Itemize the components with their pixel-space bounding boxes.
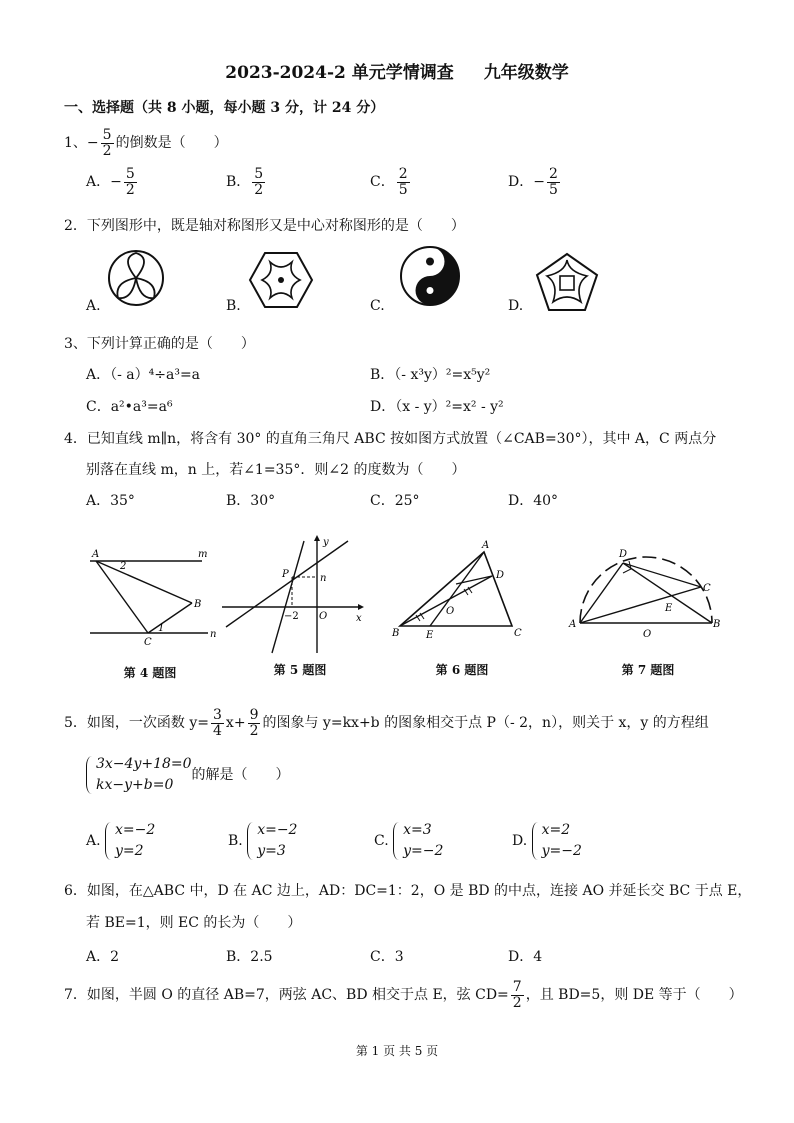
question-4-line-1: 4．已知直线 m∥n，将含有 30° 的直角三角尺 ABC 按如图方式放置（∠CAB=30°），其中 A，C 两点分 — [64, 431, 717, 447]
figure-6-caption: 第 6 题图 — [435, 663, 489, 677]
fig5-label-n: n — [320, 573, 327, 584]
fig5-label-x: x — [356, 613, 362, 624]
frac-den: 2 — [125, 181, 135, 198]
opt-eq-1: x=2 — [541, 822, 571, 838]
title-right: 九年级数学 — [483, 63, 569, 83]
question-4-line-2: 别落在直线 m，n 上，若∠1=35°．则∠2 的度数为（ ） — [86, 462, 466, 478]
fig5-label-p: P — [282, 569, 289, 580]
q1-frac-num: 5 — [102, 127, 112, 143]
opt-eq-1: x=3 — [403, 822, 432, 838]
q4-option-c[interactable]: C．25° — [370, 493, 420, 509]
question-5 — [64, 708, 709, 738]
figure-4-caption: 第 4 题图 — [123, 666, 177, 680]
q5-system — [86, 754, 290, 796]
fig6-label-c: C — [514, 628, 522, 639]
section-heading: 一、选择题（共 8 小题，每小题 3 分，计 24 分） — [64, 100, 385, 116]
q5-option-d[interactable] — [512, 820, 582, 862]
equation-system — [86, 754, 192, 796]
frac-den: 2 — [512, 994, 522, 1011]
page-title — [0, 58, 794, 83]
frac-den: 5 — [548, 181, 558, 198]
q5-frac-2 — [248, 708, 261, 738]
opt-fraction — [252, 167, 265, 197]
opt-eq-2: y=3 — [257, 843, 286, 859]
q2-figure-a — [106, 248, 166, 308]
frac-num: 2 — [398, 166, 408, 182]
question-1 — [64, 128, 228, 158]
q2-figure-c-yinyang — [398, 244, 462, 308]
q5-option-c[interactable] — [374, 820, 443, 862]
q6-option-b[interactable]: B．2.5 — [226, 949, 273, 965]
q5-pre: 5．如图，一次函数 y= — [64, 715, 209, 732]
fig5-label-y: y — [323, 537, 329, 548]
opt-sign: − — [110, 174, 122, 191]
opt-label: B． — [226, 174, 251, 191]
opt-fraction — [124, 167, 137, 197]
opt-system — [247, 820, 297, 862]
fig4-label-n: n — [210, 629, 217, 640]
opt-label: A． — [86, 174, 111, 191]
opt-eq-2: y=−2 — [403, 843, 444, 859]
fig4-label-1: 1 — [158, 623, 165, 634]
opt-eq-2: y=−2 — [541, 843, 582, 859]
q2-option-b[interactable]: B. — [226, 298, 241, 314]
opt-fraction — [547, 167, 560, 197]
q6-option-d[interactable]: D．4 — [508, 949, 543, 965]
fig6-label-a: A — [482, 540, 490, 551]
frac-den: 2 — [254, 181, 264, 198]
frac-num: 5 — [125, 166, 135, 182]
figure-6 — [388, 538, 528, 648]
q3-option-d[interactable]: D．（x - y）²=x² - y² — [370, 399, 504, 415]
opt-eq-1: x=−2 — [257, 822, 298, 838]
figure-7 — [565, 545, 725, 645]
fig6-label-b: B — [392, 628, 400, 639]
q6-option-a[interactable]: A．2 — [86, 949, 120, 965]
q1-frac-den: 2 — [102, 142, 112, 159]
q5-sys-post: 的解是（ ） — [191, 767, 290, 783]
q1-number: 1、 — [64, 135, 87, 152]
q1-sign: − — [86, 135, 99, 152]
q4-option-b[interactable]: B．30° — [226, 493, 276, 509]
q3-option-a[interactable]: A．（- a）⁴÷a³=a — [86, 367, 201, 383]
fig5-label-neg2: −2 — [284, 611, 299, 622]
opt-eq-1: x=−2 — [115, 822, 156, 838]
q1-suffix: 的倒数是（ ） — [115, 135, 228, 152]
opt-sign: − — [533, 174, 545, 191]
q7-post: ，且 BD=5，则 DE 等于（ ） — [525, 987, 743, 1004]
fig4-label-2: 2 — [120, 561, 127, 572]
frac-num: 3 — [213, 707, 222, 723]
q5-option-b[interactable] — [228, 820, 297, 862]
opt-label: B. — [228, 833, 243, 849]
opt-label: C. — [374, 833, 389, 849]
q3-option-b[interactable]: B．（- x³y）²=x⁵y² — [370, 367, 491, 383]
fig4-label-b: B — [194, 599, 202, 610]
fig4-label-a: A — [92, 549, 100, 560]
q1-option-d[interactable] — [508, 167, 562, 197]
opt-label: A. — [86, 833, 101, 849]
q2-figure-b — [248, 250, 314, 310]
q2-option-d[interactable]: D. — [508, 298, 524, 314]
question-3: 3、下列计算正确的是（ ） — [64, 336, 255, 352]
opt-label: C． — [370, 174, 395, 191]
frac-den: 5 — [398, 181, 408, 198]
fig6-label-d: D — [496, 570, 505, 581]
fig7-label-c: C — [703, 583, 711, 594]
page-footer: 第 1 页 共 5 页 — [355, 1044, 439, 1058]
q3-option-c[interactable]: C．a²•a³=a⁶ — [86, 399, 173, 415]
frac-den: 4 — [213, 722, 222, 739]
q7-pre: 7．如图，半圆 O 的直径 AB=7，两弦 AC、BD 相交于点 E，弦 CD= — [64, 987, 509, 1004]
q1-option-b[interactable] — [226, 167, 267, 197]
q1-option-a[interactable] — [86, 167, 139, 197]
fig4-label-c: C — [144, 637, 152, 648]
equation-2: kx−y+b=0 — [96, 777, 174, 793]
q2-figure-d-pentagon — [535, 252, 599, 312]
frac-num: 2 — [548, 166, 558, 182]
q5-frac-1 — [211, 708, 224, 738]
fig7-label-a: A — [569, 619, 577, 630]
opt-label: D. — [512, 833, 528, 849]
frac-den: 2 — [249, 722, 259, 739]
fig7-label-e: E — [665, 603, 673, 614]
frac-num: 9 — [249, 707, 259, 723]
q5-mid: x+ — [225, 715, 246, 732]
opt-system — [393, 820, 443, 862]
fig7-label-d: D — [619, 549, 628, 560]
opt-system — [532, 820, 582, 862]
q4-option-a[interactable]: A．35° — [86, 493, 135, 509]
opt-label: D． — [508, 174, 534, 191]
q7-fraction — [511, 980, 524, 1010]
q1-option-c[interactable] — [370, 167, 412, 197]
figure-7-caption: 第 7 题图 — [621, 663, 675, 677]
figure-4 — [82, 545, 222, 650]
equation-1: 3x−4y+18=0 — [96, 756, 192, 772]
figure-5-caption: 第 5 题图 — [273, 663, 327, 677]
question-7 — [64, 980, 743, 1010]
fig7-label-o: O — [643, 629, 652, 640]
question-6-line-2: 若 BE=1，则 EC 的长为（ ） — [86, 915, 302, 931]
q5-post: 的图象与 y=kx+b 的图象相交于点 P（- 2，n），则关于 x，y 的方程组 — [262, 715, 709, 732]
fig7-label-b: B — [713, 619, 721, 630]
opt-fraction — [397, 167, 410, 197]
q5-option-a[interactable] — [86, 820, 155, 862]
frac-num: 5 — [254, 166, 264, 182]
title-left: 2023-2024-2 单元学情调查 — [225, 63, 454, 83]
q6-option-c[interactable]: C．3 — [370, 949, 404, 965]
q2-option-a[interactable]: A. — [86, 298, 101, 314]
q2-option-c[interactable]: C. — [370, 298, 385, 314]
opt-system — [105, 820, 155, 862]
q1-fraction — [101, 128, 114, 158]
question-6-line-1: 6．如图，在△ABC 中，D 在 AC 边上，AD：DC=1：2，O 是 BD 的中点，连接 AO 并延长交 BC 于点 E， — [64, 883, 752, 899]
fig6-label-o: O — [446, 606, 455, 617]
q4-option-d[interactable]: D．40° — [508, 493, 559, 509]
fig6-label-e: E — [426, 630, 434, 641]
figure-5 — [222, 535, 367, 655]
fig4-label-m: m — [198, 549, 208, 560]
frac-num: 7 — [512, 979, 522, 995]
fig5-label-o: O — [319, 611, 328, 622]
opt-eq-2: y=2 — [115, 843, 144, 859]
question-2: 2．下列图形中，既是轴对称图形又是中心对称图形的是（ ） — [64, 218, 465, 234]
